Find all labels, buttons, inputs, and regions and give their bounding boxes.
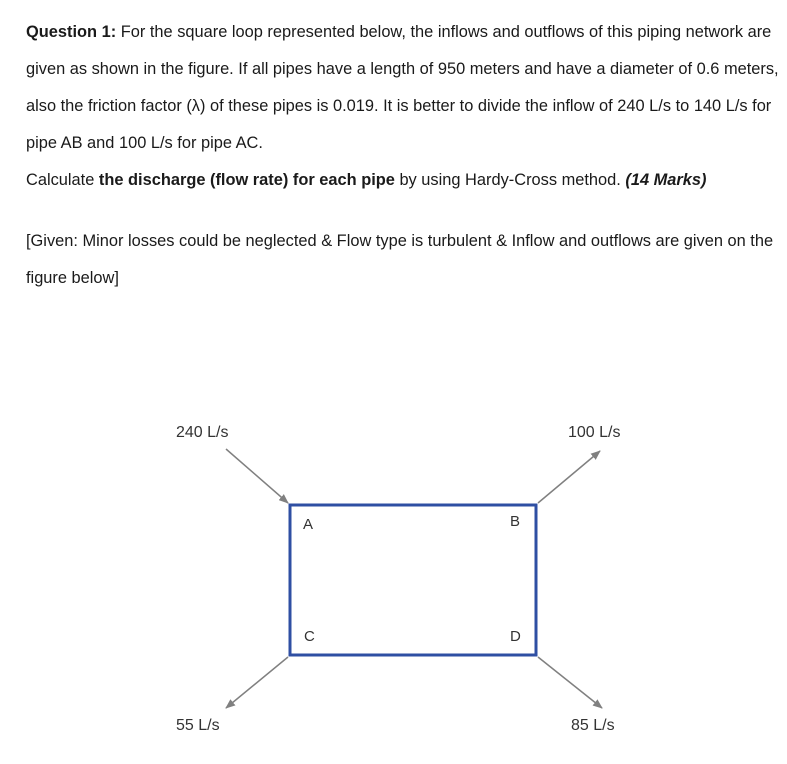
given-conditions: [Given: Minor losses could be neglected & Flow type is turbulent & Inflow and outflows are given on the figure below] [26,232,774,287]
question-number: Question 1: [26,23,117,41]
outflow-b-arrow [538,451,600,503]
instruction-emphasis: the discharge (flow rate) for each pipe [98,171,395,189]
inflow-a-label: 240 L/s [176,424,229,441]
node-d-label: D [510,628,521,645]
outflow-c-arrow [226,657,288,708]
pipe-loop [290,505,536,655]
outflow-c-label: 55 L/s [176,717,220,734]
marks-label: (14 Marks) [625,171,707,189]
outflow-d-arrow [538,657,602,708]
outflow-d-label: 85 L/s [571,717,615,734]
inflow-a-arrow [226,449,288,503]
question-intro: For the square loop represented below, the inflows and outflows of this piping network are given as shown in the figure. If all pipes have a length of 950 meters and have a diameter of 0.6 meters, also the friction factor (λ) of these pipes is 0.019. It is better to divide the inflow of 240 L/s to 140 L/s for pipe AB and 100 L/s for pipe AC. [26,23,779,152]
instruction-prefix: Calculate [26,171,99,189]
node-a-label: A [303,516,314,533]
node-b-label: B [510,513,521,530]
instruction-suffix: by using Hardy-Cross method. [394,171,626,189]
outflow-b-label: 100 L/s [568,424,621,441]
node-c-label: C [304,628,315,645]
